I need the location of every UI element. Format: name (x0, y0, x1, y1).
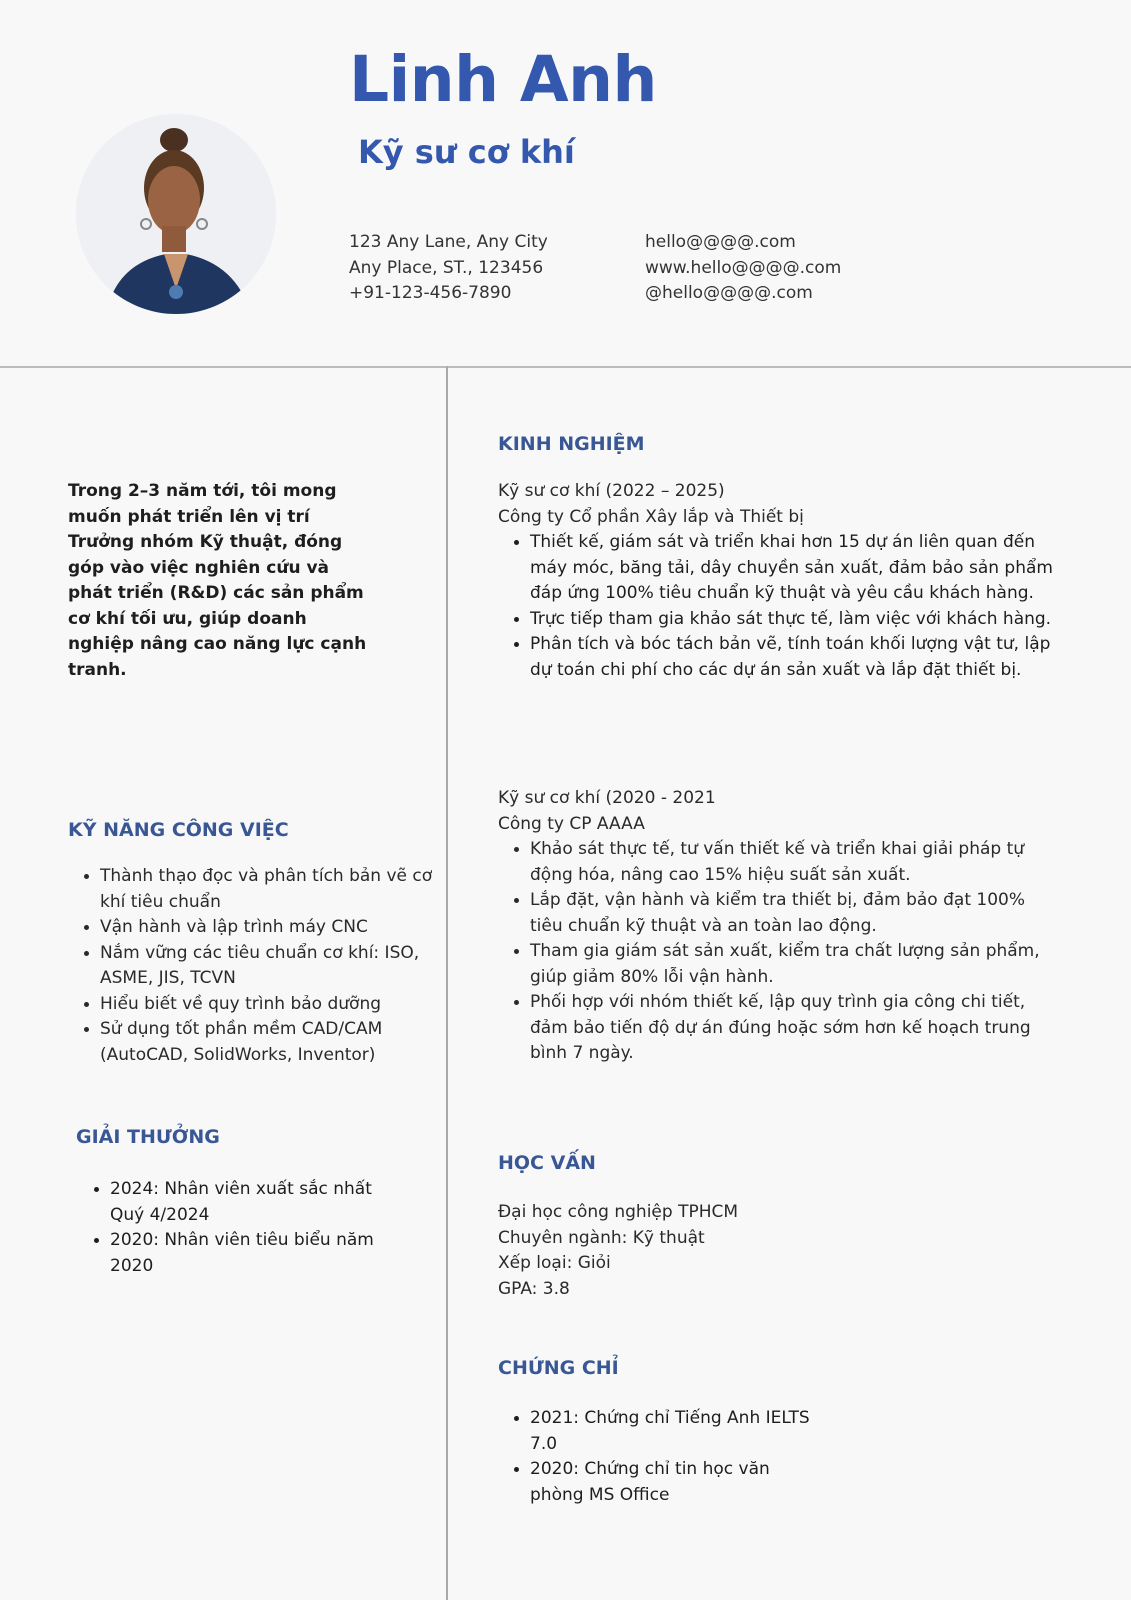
certificates-list (498, 1406, 810, 1508)
experience-heading: KINH NGHIỆM (498, 433, 645, 455)
list-item: • Vận hành và lập trình máy CNC (100, 915, 460, 941)
skills-list (68, 864, 460, 1068)
website-link[interactable]: www.hello@@@@.com (645, 257, 842, 278)
career-objective: Trong 2–3 năm tới, tôi mong muốn phát triển lên vị trí Trưởng nhóm Kỹ thuật, đóng góp vào việc nghiên cứu và phát triển (R&D) các sản phẩm cơ khí tối ưu, giúp doanh nghiệp nâng cao năng lực cạnh tranh. (68, 481, 367, 680)
list-item: • Thành thạo đọc và phân tích bản vẽ cơ khí tiêu chuẩn (100, 864, 460, 915)
job-role: Kỹ sư cơ khí (2020 - 2021 (498, 788, 716, 808)
list-item: • 2024: Nhân viên xuất sắc nhất Quý 4/2024 (110, 1177, 410, 1228)
list-item: • Sử dụng tốt phần mềm CAD/CAM (AutoCAD, SolidWorks, Inventor) (100, 1017, 460, 1068)
skills-heading: KỸ NĂNG CÔNG VIỆC (68, 819, 289, 841)
list-item: • Thiết kế, giám sát và triển khai hơn 15 dự án liên quan đến máy móc, băng tải, dây chuyền sản xuất, đảm bảo sản phẩm đáp ứng 100% tiêu chuẩn kỹ thuật và yêu cầu khách hàng. (530, 530, 1058, 607)
education-heading: HỌC VẤN (498, 1152, 596, 1174)
major: Chuyên ngành: Kỹ thuật (498, 1227, 705, 1248)
list-item: • Tham gia giám sát sản xuất, kiểm tra chất lượng sản phẩm, giúp giảm 80% lỗi vận hành. (530, 939, 1058, 990)
awards-heading: GIẢI THƯỞNG (76, 1126, 220, 1148)
address-line-1: 123 Any Lane, Any City (349, 232, 548, 252)
candidate-name: Linh Anh (349, 43, 657, 116)
certificates-heading: CHỨNG CHỈ (498, 1357, 619, 1379)
list-item: • Phân tích và bóc tách bản vẽ, tính toán khối lượng vật tư, lập dự toán chi phí cho các dự án sản xuất và lắp đặt thiết bị. (530, 632, 1058, 683)
portrait-photo-icon (76, 114, 276, 314)
phone-number[interactable]: +91-123-456-7890 (349, 283, 512, 303)
job-company: Công ty Cổ phần Xây lắp và Thiết bị (498, 506, 804, 527)
list-item: • 2020: Chứng chỉ tin học văn phòng MS Office (530, 1457, 810, 1508)
job-title: Kỹ sư cơ khí (358, 133, 575, 171)
profile-photo (76, 114, 276, 314)
social-handle[interactable]: @hello@@@@.com (645, 283, 813, 303)
list-item: • Khảo sát thực tế, tư vấn thiết kế và triển khai giải pháp tự động hóa, nâng cao 15% hiệu suất sản xuất. (530, 837, 1058, 888)
list-item: • Trực tiếp tham gia khảo sát thực tế, làm việc với khách hàng. (530, 607, 1058, 633)
list-item: • Phối hợp với nhóm thiết kế, lập quy trình gia công chi tiết, đảm bảo tiến độ dự án đúng hoặc sớm hơn kế hoạch trung bình 7 ngày. (530, 990, 1058, 1067)
job-entry (498, 786, 1058, 1067)
list-item: • Hiểu biết về quy trình bảo dưỡng (100, 992, 460, 1018)
contact-address-block (349, 230, 548, 307)
list-item: • 2021: Chứng chỉ Tiếng Anh IELTS 7.0 (530, 1406, 810, 1457)
contact-online-block (645, 230, 841, 307)
gpa: GPA: 3.8 (498, 1278, 570, 1299)
education-details (498, 1200, 738, 1302)
job-entry (498, 479, 1058, 683)
list-item: • Lắp đặt, vận hành và kiểm tra thiết bị, đảm bảo đạt 100% tiêu chuẩn kỹ thuật và an toàn lao động. (530, 888, 1058, 939)
awards-list (78, 1177, 410, 1279)
job-bullets (498, 530, 1058, 683)
horizontal-divider (0, 366, 1131, 368)
grade: Xếp loại: Giỏi (498, 1253, 611, 1273)
list-item: • 2020: Nhân viên tiêu biểu năm 2020 (110, 1228, 410, 1279)
address-line-2: Any Place, ST., 123456 (349, 257, 544, 278)
school-name: Đại học công nghiệp TPHCM (498, 1202, 739, 1222)
job-company: Công ty CP AAAA (498, 813, 645, 834)
email-link[interactable]: hello@@@@.com (645, 232, 796, 252)
list-item: • Nắm vững các tiêu chuẩn cơ khí: ISO, ASME, JIS, TCVN (100, 941, 460, 992)
job-bullets (498, 837, 1058, 1067)
job-role: Kỹ sư cơ khí (2022 – 2025) (498, 481, 725, 501)
